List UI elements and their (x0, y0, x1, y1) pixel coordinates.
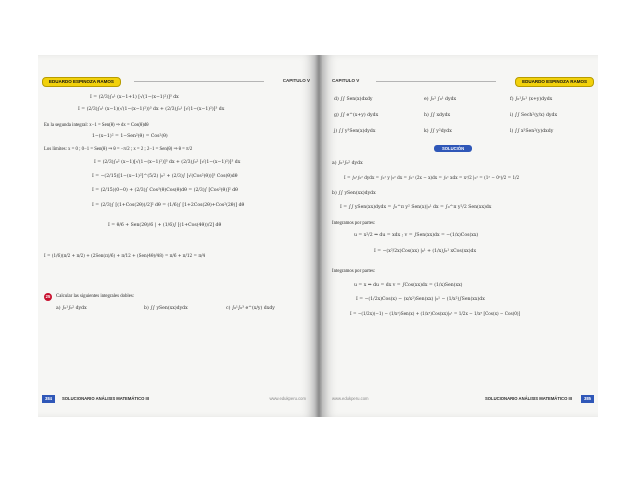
exercise-number-badge: 25 (45, 294, 51, 299)
page-number: 385 (581, 395, 594, 403)
website-text: www.edukperu.com (269, 396, 306, 401)
solution-a-label: a) ∫₀¹∫₀² dydx (332, 161, 363, 166)
equation-line: I = −(x²/2x)Cos(xx) |₀¹ + (1/x)∫₀¹ xCos(xx)dx (374, 249, 477, 254)
equation-line: I = −(2/15)[1−(x−1)²]^(5/2) |₀² + (2/3)∫ [√(Cos²(θ))]³ Cos(θ)dθ (92, 174, 238, 179)
equation-line: I = (2/3)∫ [(1+Cos(2θ))/2]² dθ = (1/6)∫ [1+2Cos(2θ)+Cos²(2θ)] dθ (92, 203, 245, 208)
equation-line: I = (2/3)∫₀² (x−1)[√(1−(x−1)²)]³ dx + (2/3)∫₀² [√(1−(x−1)²)]³ dx (94, 160, 241, 165)
header-rule (134, 81, 264, 82)
right-page-header (326, 77, 594, 85)
text-line: Integramos por partes: (332, 269, 376, 274)
text-line: En la segunda integral: x−1 = Sen(θ) ⇒ dx = Cos(θ)dθ (44, 123, 149, 128)
right-page-footer (322, 395, 598, 403)
exercise-item-c: c) ∫₀¹∫₀³ e^(x/y) dxdy (226, 306, 275, 311)
equation-line: 1−(x−1)² = 1−Sen²(θ) = Cos²(θ) (92, 134, 168, 139)
equation-line: I = (2/3)∫₀¹ (x−1)(√(1−(x−1)²))³ dx + (2/3)∫₀¹ [√(1−(x−1)²)]³ dx (78, 107, 225, 112)
problem-g: g) ∫∫ e^(x+y) dydx (334, 113, 379, 118)
solution-b-label: b) ∫∫ ySen(xx)dydx (332, 191, 376, 196)
exercise-prompt: Calcular las siguientes integrales dobles: (56, 294, 135, 299)
equation-line: I = ∫₀¹∫₀² dydx = ∫₀¹ y |₀² dx = ∫₀¹ (2x − x)dx = ∫₀¹ xdx = x²/2 |₀¹ = (1² − 0²)/2 = 1/2 (344, 175, 520, 180)
equation-line: I = −(1/2x)(−1) − (1/x²)Sen(x) + (1/x³)Cos(xx)|₀¹ = 1/2x − 1/x³ [Cos(x) − Cos(0)] (350, 311, 521, 316)
problem-h: h) ∫∫ xdydx (424, 113, 451, 118)
chapter-label: CAPITULO V (332, 78, 360, 83)
equation-line: I = −(1/2x)Cos(x) − (x/x²)Sen(xx) |₀¹ − (1/x²)∫Sen(xx)dx (356, 297, 485, 302)
text-line: Integramos por partes: (332, 221, 376, 226)
left-page-footer (38, 395, 316, 403)
header-rule (376, 81, 496, 82)
equation-line: u = x²/2 ⇒ du = xdx ; v = ∫Sen(xx)dx = −(1/x)Cos(xx) (354, 233, 479, 238)
problem-d: d) ∫∫ Sen(x)dxdy (334, 97, 373, 102)
equation-line: I = θ/6 + Sen(2θ)/6 | + (1/6)∫ [(1+Cos(4θ))/2] dθ (108, 223, 222, 228)
solution-banner: SOLUCIÓN (434, 145, 472, 152)
left-page-header (42, 77, 310, 85)
problem-f: f) ∫₀¹∫₀¹ (x+y)dydx (510, 97, 553, 102)
equation-line: I = ∫∫ ySen(xx)dydx = ∫₀^π y² Sen(x)|₀¹ dx = ∫₀^π y²/2 Sen(xx)dx (340, 205, 492, 210)
exercise-item-b: b) ∫∫ ySen(xx)dydx (144, 306, 188, 311)
right-page (322, 55, 598, 417)
equation-line: I = (2/15)(0−0) + (2/3)∫ Cos³(θ)Cos(θ)dθ = (2/3)∫ [Cos²(θ)]² dθ (92, 188, 238, 193)
problem-l: l) ∫∫ x²Sen²(y)dxdy (510, 129, 554, 134)
book-title: SOLUCIONARIO ANÁLISIS MATEMÁTICO III (62, 396, 150, 401)
page-number: 384 (42, 395, 55, 403)
equation-line: I = (1/6)(π/2 + π/2) + (2Sen(π)/6) + π/12 + (Sen(4θ)/48) = π/6 + π/12 = π/4 (44, 253, 206, 258)
problem-j: j) ∫∫ y³Sen(x)dydx (334, 129, 376, 134)
open-book (38, 55, 598, 417)
text-line: Los límites: x = 0 ; 0−1 = Sen(θ) ⇒ θ = −π/2 ; x = 2 ; 2−1 = Sen(θ) ⇒ θ = π/2 (44, 147, 193, 152)
equation-line: u = x ⇒ du = dx v = ∫Cos(xx)dx = (1/x)Sen(xx) (354, 283, 463, 288)
website-text: www.edukperu.com (332, 396, 369, 401)
left-page (38, 55, 316, 417)
book-title: SOLUCIONARIO ANÁLISIS MATEMÁTICO III (484, 396, 572, 401)
author-tab: EDUARDO ESPINOZA RAMOS (515, 77, 594, 87)
exercise-item-a: a) ∫₀¹∫₀² dydx (56, 306, 87, 311)
problem-i: i) ∫∫ Sech²(y/x) dydx (510, 113, 558, 118)
problem-e: e) ∫₀² ∫₀¹ dydx (424, 97, 457, 102)
problem-k: k) ∫∫ y²dydx (424, 129, 452, 134)
equation-line: I = (2/3)∫₀¹ (x−1+1) [√(1−(x−1)²)]³ dx (90, 95, 179, 100)
author-tab: EDUARDO ESPINOZA RAMOS (42, 77, 121, 87)
chapter-label: CAPITULO V (282, 78, 310, 83)
